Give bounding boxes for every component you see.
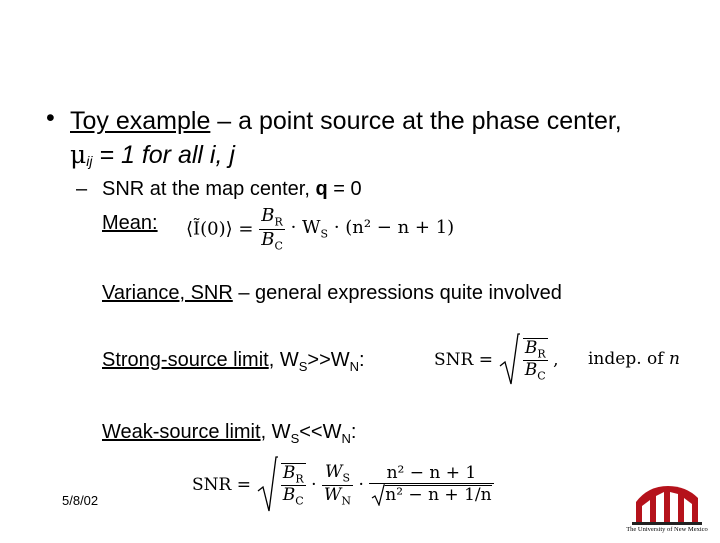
main-bullet-text bbox=[70, 104, 622, 178]
ws-wn-fraction: $\frac{W_S}{W_N}$ bbox=[323, 462, 352, 507]
variance-label: Variance, SNR bbox=[102, 282, 233, 304]
radical-sign-inner bbox=[371, 484, 385, 506]
variance-rest: – general expressions quite involved bbox=[232, 282, 562, 304]
weak-formula: SNR = $\frac{B_R}{B_C}$ · $\frac{W_S}{W_N}$ · $\frac{\text{n² − n + 1}}{\text{n² − n + 1/n}}$ bbox=[192, 455, 494, 515]
snr-text: SNR at the map center, bbox=[102, 178, 316, 200]
mean-formula: ⟨Ĩ(0)⟩ = $\frac{B_R}{B_C}$ · $W_S \cdot (n^2 - n + 1)$ bbox=[186, 205, 455, 253]
bullet-marker: • bbox=[46, 104, 55, 132]
strong-line: Strong-source limit, $W_S>>W_N$: bbox=[102, 349, 365, 374]
q-bold: q bbox=[315, 178, 328, 200]
q-rest: = 0 bbox=[327, 178, 362, 200]
mean-lhs: ⟨Ĩ(0)⟩ = bbox=[186, 218, 254, 240]
weak-line: Weak-source limit, $W_S<<W_N$: bbox=[102, 421, 357, 446]
indep-note: indep. of n bbox=[588, 349, 680, 369]
snr-heading bbox=[102, 178, 362, 201]
university-logo bbox=[618, 478, 716, 538]
strong-lhs: SNR = bbox=[434, 350, 493, 370]
variance-line bbox=[102, 282, 562, 305]
weak-label: Weak-source limit bbox=[102, 421, 261, 443]
strong-label: Strong-source limit bbox=[102, 349, 269, 371]
mean-ws: · W bbox=[290, 217, 321, 239]
toy-example-label: Toy example bbox=[70, 107, 211, 135]
logo-text: The University of New Mexico bbox=[626, 526, 708, 533]
strong-formula: SNR = $\frac{B_R}{B_C}$ , bbox=[434, 332, 559, 388]
main-bullet-rest: – a point source at the phase center, bbox=[210, 107, 622, 135]
radical-sign-outer bbox=[256, 455, 278, 515]
mu-subscript: ij bbox=[86, 153, 93, 169]
poly-fraction: $\frac{\text{n² − n + 1}}{\text{n² − n + 1/n}}$ bbox=[369, 464, 493, 506]
strong-sqrt: $\frac{B_R}{B_C}$ bbox=[498, 332, 547, 388]
mean-fraction: $\frac{B_R}{B_C}$ bbox=[261, 205, 283, 253]
footer-date: 5/8/02 bbox=[62, 493, 99, 508]
mu-condition: = 1 for all i, j bbox=[92, 141, 235, 169]
mu-symbol: μ bbox=[70, 140, 87, 169]
mean-poly: · (n² − n + 1) bbox=[328, 217, 455, 239]
mean-label: Mean: bbox=[102, 212, 158, 234]
weak-sqrt: $\frac{B_R}{B_C}$ bbox=[256, 455, 305, 515]
radical-sign bbox=[498, 332, 520, 388]
weak-lhs: SNR = bbox=[192, 475, 251, 495]
sub-bullet-dash: – bbox=[76, 178, 88, 200]
